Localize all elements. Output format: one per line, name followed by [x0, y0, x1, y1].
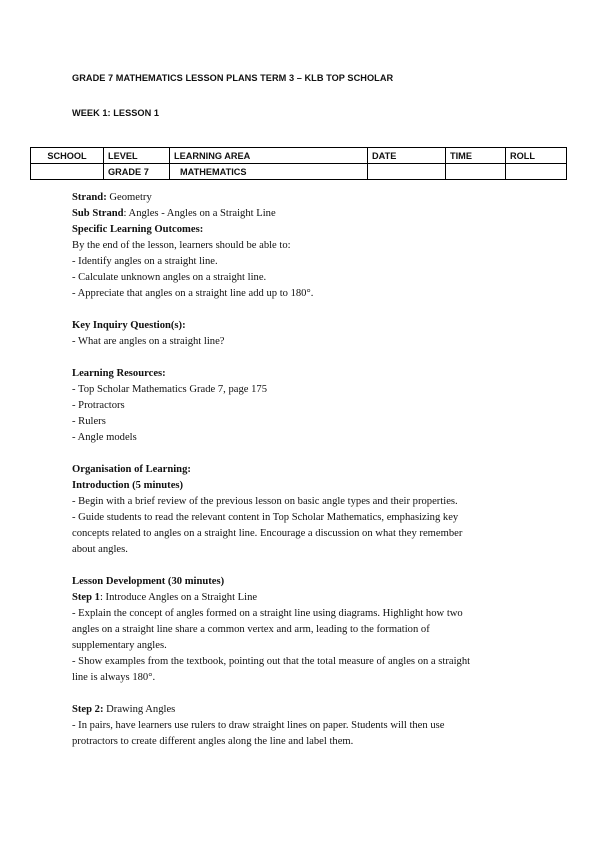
text-line: angles on a straight line share a common vertex and arm, leading to the formation of — [72, 624, 430, 635]
strand-line — [72, 190, 532, 206]
outcomes-intro: By the end of the lesson, learners should be able to: — [72, 240, 291, 251]
development-heading: Lesson Development (30 minutes) — [72, 576, 225, 587]
list-item: - What are angles on a straight line? — [72, 336, 225, 347]
step2-label: Step 2: — [72, 704, 104, 715]
list-item: - Angle models — [72, 432, 137, 443]
text-line: about angles. — [72, 544, 128, 555]
table-header-row — [31, 148, 567, 164]
header-cell-level: LEVEL — [104, 148, 170, 164]
introduction-heading: Introduction (5 minutes) — [72, 480, 184, 491]
sub-strand-label: Sub Strand — [72, 208, 124, 219]
header-cell-date: DATE — [368, 148, 446, 164]
list-item: - Appreciate that angles on a straight line add up to 180°. — [72, 288, 314, 299]
list-item: - Rulers — [72, 416, 106, 427]
header-cell-time: TIME — [446, 148, 506, 164]
cell-learning-area: MATHEMATICS — [170, 164, 368, 180]
lesson-info-table — [30, 147, 567, 180]
text-line: concepts related to angles on a straight line. Encourage a discussion on what they remember — [72, 528, 463, 539]
table-row — [31, 164, 567, 180]
step1-line — [72, 590, 532, 606]
header-cell-learning-area: LEARNING AREA — [170, 148, 368, 164]
text-line: protractors to create different angles along the line and label them. — [72, 736, 354, 747]
cell-time — [446, 164, 506, 180]
step2-title: Drawing Angles — [103, 704, 176, 715]
list-item: - Protractors — [72, 400, 125, 411]
document-title: GRADE 7 MATHEMATICS LESSON PLANS TERM 3 – KLB TOP SCHOLAR — [72, 73, 394, 83]
header-cell-roll: ROLL — [506, 148, 567, 164]
list-item: - Identify angles on a straight line. — [72, 256, 218, 267]
sub-strand-line — [72, 206, 532, 222]
text-line: - Show examples from the textbook, pointing out that the total measure of angles on a straight — [72, 656, 471, 667]
step2-line — [72, 702, 532, 718]
week-lesson-heading: WEEK 1: LESSON 1 — [72, 108, 160, 118]
resources-heading: Learning Resources: — [72, 368, 166, 379]
cell-school — [31, 164, 104, 180]
step1-title: : Introduce Angles on a Straight Line — [99, 592, 258, 603]
text-line: - In pairs, have learners use rulers to draw straight lines on paper. Students will then use — [72, 720, 445, 731]
sub-strand-value: : Angles - Angles on a Straight Line — [123, 208, 276, 219]
text-line: - Guide students to read the relevant content in Top Scholar Mathematics, emphasizing key — [72, 512, 459, 523]
organisation-heading: Organisation of Learning: — [72, 464, 191, 475]
cell-roll — [506, 164, 567, 180]
list-item: - Calculate unknown angles on a straight line. — [72, 272, 267, 283]
outcomes-heading: Specific Learning Outcomes: — [72, 224, 204, 235]
lesson-body — [72, 190, 532, 750]
text-line: - Begin with a brief review of the previous lesson on basic angle types and their properties. — [72, 496, 458, 507]
header-cell-school: SCHOOL — [31, 148, 104, 164]
text-line: - Explain the concept of angles formed on a straight line using diagrams. Highlight how two — [72, 608, 463, 619]
list-item: - Top Scholar Mathematics Grade 7, page 175 — [72, 384, 267, 395]
step1-label: Step 1 — [72, 592, 100, 603]
text-line: supplementary angles. — [72, 640, 167, 651]
strand-label: Strand: — [72, 192, 107, 203]
strand-value: Geometry — [106, 192, 152, 203]
cell-date — [368, 164, 446, 180]
inquiry-heading: Key Inquiry Question(s): — [72, 320, 186, 331]
cell-level: GRADE 7 — [104, 164, 170, 180]
text-line: line is always 180°. — [72, 672, 156, 683]
